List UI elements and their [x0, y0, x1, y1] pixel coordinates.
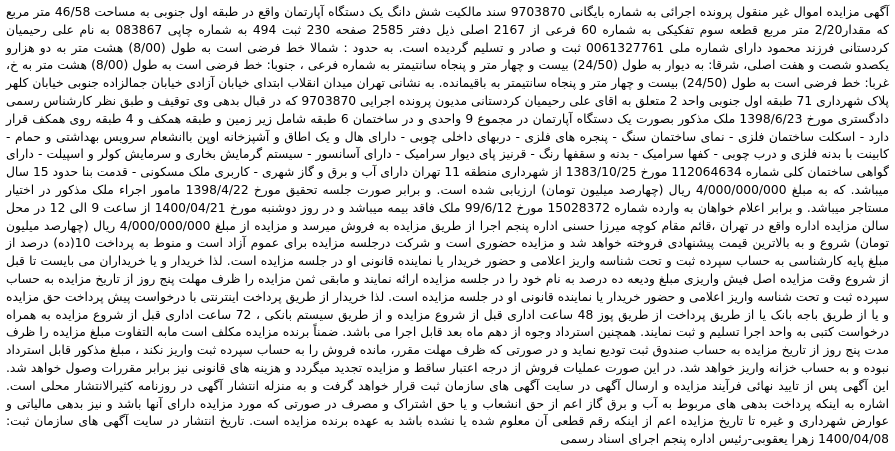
auction-notice-text: آگهی مزایده اموال غیر منقول پرونده اجرائی به شماره بایگانی 9703870 سند مالکیت شش دانگ یک دستگاه آپارتمان واقع در طبقه اول جنوبی به مساحت 46/58 متر مربع که مقدار2/20 متر مربع قطعه سوم تفکیکی به شماره 60 فرعی از 2167 اصلی ذیل دفتر 2585 صفحه 230 ثبت 494 به شماره چاپی 083867 به نام علی رحیمیان کردستانی فرزند محمود دارای شماره ملی 0061327761 ثبت و صادر و تسلیم گردیده است. به حدود : شمالا خط فرضی است به طول (8/00) هشت متر به دو هزارو یکصدو شصت و هفت اصلی، شرقا: به دیوار به طول (24/50) بیست و چهار متر و پنجاه سانتیمتر به شماره فرعی ، جنوبا: خط فرضی است به طول (8/00) هشت متر به خ، غربا: خط فرضی است به طول (24/50) بیست و چهار متر و پنجاه سانتیمتر به باقیمانده. به نشانی تهران میدان انقلاب ابتدای خیابان آزادی خیابان جمالزاده جنوبی خیابان کلهر پلاک شهرداری 71 طبقه اول جنوبی واحد 2 متعلق به اقای علی رحیمیان کردستانی مدیون پرونده اجرایی 9703870 که در قبال بدهی وی توقیف و طبق نظر کارشناس رسمی دادگستری مورخ 1398/6/23 ملک مذکور بصورت یک دستگاه آپارتمان در مجموع 9 واحدی و در ساختمان 6 طبقه شامل زیر زمین و طبقه همکف و 4 طبقه روی همکف قرار دارد - اسکلت ساختمان فلزی - نمای ساختمان سنگ - پنجره های فلزی - دربهای داخلی چوبی - دارای هال و یک اطاق و آشپزخانه اوپن باانشعام سرویس بهداشتی و حمام - کابینت با بدنه فلزی و درب چوبی - کفها سرامیک - بدنه و سقفها رنگ - قرنیز پای دیوار سرامیک - دارای آسانسور - سیستم گرمایش بخاری و سرمایش کولر و اسپیلت - دارای گواهی ساختمان کلی شماره 112064634 مورخ 1383/10/25 از شهرداری منطقه 11 تهران دارای آب و برق و گاز شهری - کاربری ملک مسکونی - قدمت بنا حدود 15 سال میباشد. که به مبلغ 4/000/000/000 ریال (چهارصد میلیون تومان) ارزیابی شده است. و برابر صورت جلسه تحقیق مورخ 1398/4/22 مامور اجراء ملک مذکور در اختیار مستاجر میباشد. و برابر اعلام خواهان به وارده شماره 15028372 مورخ 99/6/12 ملک فاقد بیمه میباشد و در روز دوشنبه مورخ 1400/04/21 از ساعت 9 الی 12 در محل سالن مزایده اداره واقع در تهران ،قائم مقام کوچه میرزا حسنی اداره پنجم اجرا از طریق مزایده به فروش میرسد و مزایده از مبلغ 4/000/000/000 ریال (چهارصد میلیون تومان) شروع و به بالاترین قیمت پیشنهادی فروخته خواهد شد و مزایده حضوری است و شرکت درجلسه مزایده برای عموم آزاد است و منوط به پرداخت 10(ده) درصد از مبلغ پایه کارشناسی به حساب سپرده ثبت و تحت شناسه واریز اعلامی و حضور خریدار یا نماینده قانونی او در جلسه مزایده است. لذا خریدار و یا خریداران می بایست تا قبل از شروع وقت مزایده اصل فیش واریزی مبلغ ودیعه ده درصد به نام خود را در جلسه مزایده ارائه نمایند و مابقی ثمن مزایده را ظرف مهلت پنج روز از تاریخ مزایده به حساب سپرده ثبت و تحت شناسه واریز اعلامی و حضور خریدار یا نماینده قانونی او در جلسه مزایده است. لذا خریدار از طریق پرداخت اینترنتی با درخواست پیش پرداخت حق مزایده و یا از طریق باجه بانک یا از طریق پرداخت از طریق پوز 48 ساعت اداری قبل از شروع مزایده و از طریق سیستم بانکی ، 72 ساعت اداری قبل از شروع مزایده به همراه درخواست کتبی به واحد اجرا تسلیم و ثبت نمایند. همچنین استرداد وجوه از دهم ماه بعد قابل اجرا می باشد. ضمناً برنده مزایده مکلف است مابه التفاوت مبلغ مزایده را ظرف مدت پنج روز از تاریخ مزایده به حساب صندوق ثبت تودیع نماید و در صورتی که ظرف مهلت مقرر، مانده فروش را به حساب سپرده ثبت واریز نکند ، مبلغ مذکور قابل استرداد نبوده و به حساب خزانه واریز خواهد شد. در این صورت عملیات فروش از درجه اعتبار ساقط و مزایده تجدید میگردد و هزینه های قانونی نیز برابر مقررات وصول خواهد شد. این آگهی پس از تایید نهائی فرآیند مزایده و ارسال آگهی در سایت آگهی های سازمان ثبت قرار خواهد گرفت و به منزله انتشار آگهی در روزنامه کثیرالانتشار محلی است. اشاره به اینکه پرداخت بدهی های مربوط به آب و برق گاز اعم از حق انشعاب و یا حق اشتراک و مصرف در صورتی که مورد مزایده دارای آنها باشد و نیز بدهی مالیاتی و عوارض شهرداری و غیره تا تاریخ مزایده اعم از اینکه رقم قطعی آن معلوم شده یا نشده باشد به عهده برنده مزایده است. تاریخ انتشار در سایت آگهی های سازمان ثبت: 1400/04/08 زهرا یعقوبی-رئیس اداره پنجم اجرای اسناد رسمی [6, 5, 890, 447]
